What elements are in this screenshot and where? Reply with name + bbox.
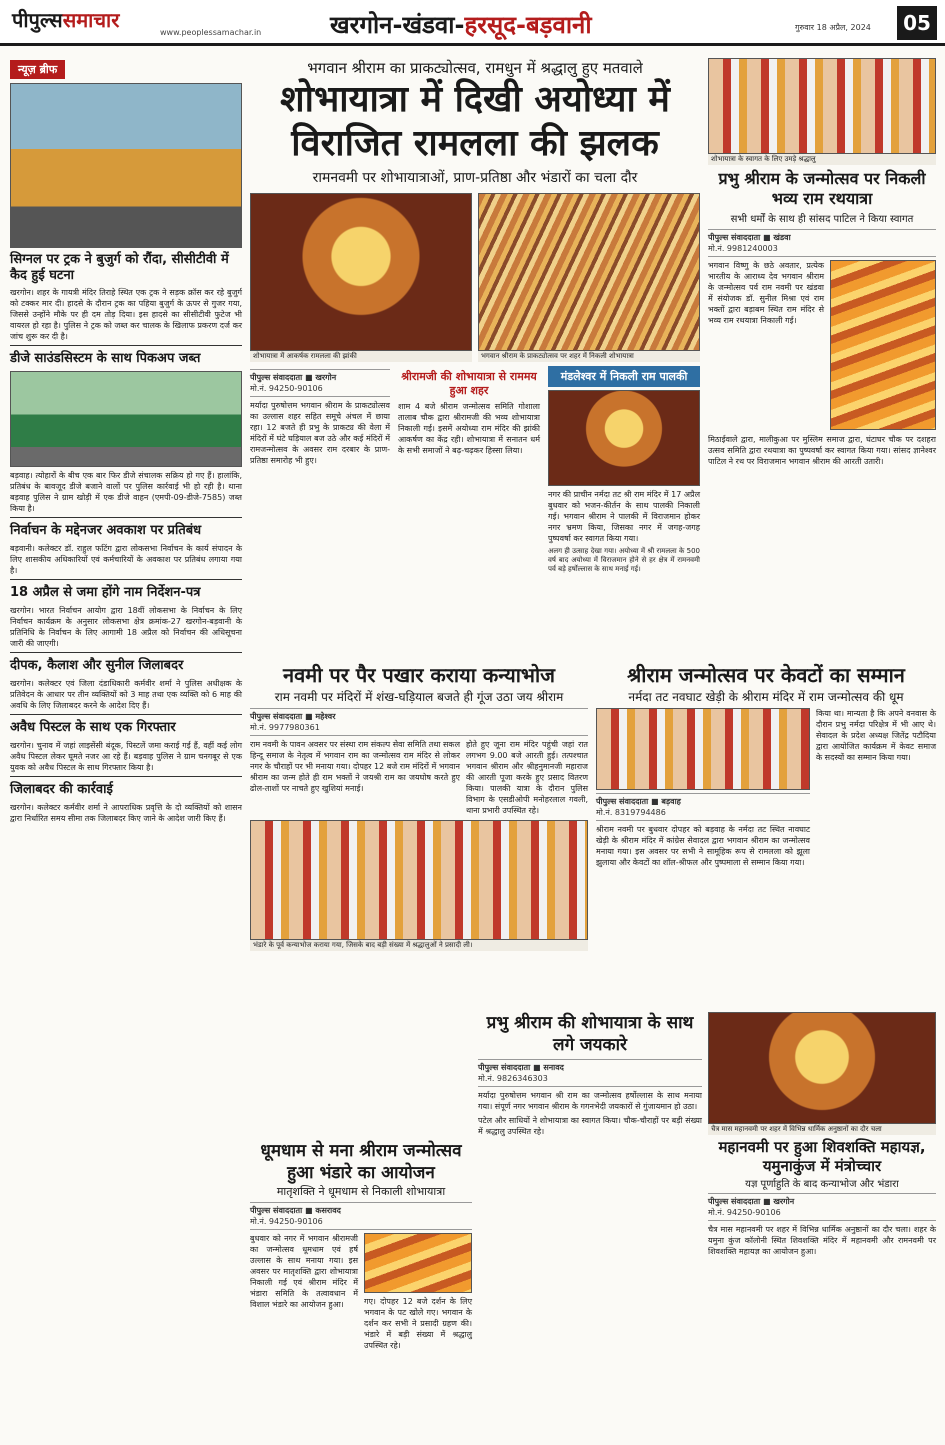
kevat-para-2: किया था। मान्यता है कि अपने वनवास के दौरान प्रभु नर्मदा परिक्षेत्र में भी आए थे। सेवादल के प्रदेश अध्यक्ष जितेंद्र पटौदिया द्वारा आयोजित कार्यक्रम में केवट समाज के सदस्यों का सम्मान किया गया। — [816, 709, 936, 762]
story-truck-accident: खरगोन। शहर के गायत्री मंदिर तिराहे स्थित एक ट्रक ने सड़क क्रॉस कर रहे बुजुर्ग को टक्कर मार दी। हादसे के दौरान ट्रक का पहिया बुजुर्ग के ऊपर से गुजर गया, जिससे उन्होंने मौके पर ही दम तोड़ दिया। इस हादसे का सीसीटीवी फुटेज भी वायरल हो रहा है। पुलिस ने ट्रक को जब्त कर चालक के खिलाफ प्रकरण दर्ज कर जांच शुरू कर दी है। — [10, 288, 242, 341]
bhandara-photo — [364, 1233, 472, 1293]
website-url[interactable]: www.peoplessamachar.in — [160, 28, 262, 37]
caption-procession: भगवान श्रीराम के प्राकट्योत्सव पर शहर में निकली शोभायात्रा — [478, 351, 700, 362]
story-dj-seized: बड़वाह। त्योहारों के बीच एक बार फिर डीजे संचालक सक्रिय हो गए हैं। हालांकि, प्रतिबंध के बावजूद डीजे बजाने वालों पर पुलिस कार्रवाई भी हो रही है। थाना बड़वाह पुलिस ने ग्राम खोड़ी में एक डीजे वाहन (एमपी-09-डीजे-7585) जब्त किया है। — [10, 471, 242, 513]
dj-pickup-photo — [10, 371, 242, 467]
subhead-kevat-samman: नर्मदा तट नवघाट खेड़ी के श्रीराम मंदिर में राम जन्मोत्सव की धूम — [628, 690, 904, 704]
headline-rathyatra: प्रभु श्रीराम के जन्मोत्सव पर निकली भव्य राम रथयात्रा — [718, 169, 926, 208]
headline-exile-action: जिलाबदर की कार्रवाई — [10, 782, 113, 797]
story-nomination: खरगोन। भारत निर्वाचन आयोग द्वारा 18वीं लोकसभा के निर्वाचन के लिए निर्वाचन कार्यक्रम के अनुसार लोकसभा क्षेत्र क्रमांक-27 खरगोन-बड़वानी के प्रतिनिधि के निर्वाचन के लिए आगामी 18 अप्रैल को निर्वाचन की अधिसूचना जारी की जाएगी। — [10, 606, 242, 648]
lead-headline-line1: शोभायात्रा में दिखी अयोध्या में — [280, 79, 670, 120]
kasrawad-para-1: बुधवार को नगर में भगवान श्रीरामजी का जन्मोत्सव धूमधाम एवं हर्ष उल्लास के साथ मनाया गया। इस अवसर पर मातृशक्ति द्वारा शोभायात्रा निकाली गई एवं श्रीराम मंदिर में भंडारा समिति के तत्वावधान में विशाल भंडारे का आयोजन हुआ। — [250, 1234, 358, 1309]
kanyabhoj-para-1: राम नवमी के पावन अवसर पर संस्था राम संकल्प सेवा समिति तथा सकल हिन्दू समाज के नेतृत्व में भगवान राम का जन्मोत्सव राम मंदिर से लोकर नगर के चौराहों पर भी मनाया गया। दोपहर 12 बजे राम मंदिरों में भगवान श्रीराम का जन्म होते ही राम भक्तों ने जयश्री राम का जयघोष करते हुए ढोल-ताशों पर नाचते हुए खुशियां मनाई। — [250, 740, 460, 793]
left-column — [10, 58, 242, 824]
kanyabhoj-para-2: होते हुए जूना राम मंदिर पहुंची जहां रात लगभग 9.00 बजे आरती हुई। तत्पश्चात भगवान श्रीराम और श्रीहनुमानजी महाराज की आरती पूजा करके हुए प्रसाद वितरण किया। पालकी यात्रा के दौरान पुलिस विभाग के एसडीओपी मनोहरलाल गवली, थाना प्रभारी उपस्थित रहे। — [466, 740, 588, 815]
lead-byline: पीपुल्स संवाददाता ■ खरगोन मो.नं. 94250-90106 — [250, 369, 390, 397]
mandleshwar-band: मंडलेश्वर में निकली राम पालकी — [548, 366, 700, 387]
kevat-byline: पीपुल्स संवाददाता ■ बड़वाह मो.नं. 8319794486 — [596, 793, 810, 821]
right-column — [708, 58, 936, 467]
shivshakti-para: चैत्र मास महानवमी पर शहर में विभिन्न धार्मिक अनुष्ठानों का दौर चला। शहर के यमुना कुंज कॉलोनी स्थित शिवशक्ति मंदिर में महानवमी और रामनवमी पर शिवशक्ति महायज्ञ का आयोजन हुआ। — [708, 1225, 936, 1256]
caption-tableau: शोभायात्रा में आकर्षक रामलला की झांकी — [250, 351, 472, 362]
headline-shivshakti: महानवमी पर हुआ शिवशक्ति महायज्ञ, यमुनाकुंज में मंत्रोच्चार — [718, 1138, 926, 1175]
news-brief-tag: न्यूज़ ब्रीफ — [10, 58, 242, 79]
subhead-kanyabhoj: राम नवमी पर मंदिरों में शंख-घड़ियाल बजते ही गूंज उठा जय श्रीराम — [274, 690, 564, 704]
kevat-para-1: श्रीराम नवमी पर बुधवार दोपहर को बड़वाह के नर्मदा तट स्थित नावघाट खेड़ी के श्रीराम मंदिर में कांग्रेस सेवादल द्वारा भगवान श्रीराम का जन्मोत्सव मनाया गया। इस अवसर पर सभी ने सामूहिक रूप से रामलला को झूला झुलाया और केवटों का शॉल-श्रीफल और पुष्पमाला से सम्मान किया गया। — [596, 825, 810, 867]
lead-subhead-shobhayatra: श्रीरामजी की शोभायात्रा से राममय हुआ शहर — [401, 370, 537, 397]
sanawad-para-2: पटेल और साधियों ने शोभायात्रा का स्वागत किया। चौक-चौराहों पर बड़ी संख्या में श्रद्धालु उपस्थित रहे। — [478, 1116, 702, 1136]
headline-nomination: 18 अप्रैल से जमा होंगे नाम निर्देशन-पत्र — [10, 585, 201, 600]
rathyatra-para-2: मिठाईवाले द्वारा, मालीकुआ पर मुस्लिम समाज द्वारा, घंटाघर चौक पर दशहरा उत्सव समिति द्वारा रथयात्रा का पुष्पवर्षा कर स्वागत किया गया। सांसद ज्ञानेश्वर पाटिल ने रथ पर विराजमान भगवान श्रीराम की आरती उतारी। — [708, 435, 936, 466]
subhead-shivshakti: यज्ञ पूर्णाहुति के बाद कन्याभोज और भंडारा — [745, 1179, 899, 1190]
kasrawad-para-2: गए। दोपहर 12 बजे दर्शन के लिए भगवान के पट खोले गए। भगवान के दर्शन कर सभी ने प्रसादी ग्रहण की। भंडारे में बड़ी संख्या में श्रद्धालु उपस्थित रहे। — [364, 1297, 472, 1350]
shivshakti-story — [708, 1012, 936, 1257]
masthead — [0, 0, 945, 46]
kevat-samman-photo — [596, 708, 810, 790]
headline-illegal-pistol: अवैध पिस्टल के साथ एक गिरफ्तार — [10, 720, 176, 735]
lead-para-3: नगर की प्राचीन नर्मदा तट श्री राम मंदिर में 17 अप्रैल बुधवार को भजन-कीर्तन के साथ पालकी निकाली गई। भगवान श्रीराम ने पालकी में विराजमान होकर नगर भ्रमण किया, जिसका नगर में जगह-जगह पुष्पवर्षा कर स्वागत किया गया। — [548, 490, 700, 543]
region-title: खरगोन-खंडवा-हरसूद-बड़वानी — [330, 11, 592, 39]
mp-patil-photo — [830, 260, 936, 430]
caption-kanyabhoj: भंडारे के पूर्व कन्याभोज कराया गया, जिसके बाद बड़ी संख्या में श्रद्धालुओं ने प्रसादी ली। — [250, 940, 588, 951]
dateline: गुरुवार 18 अप्रैल, 2024 — [795, 23, 871, 32]
headline-leave-ban: निर्वाचन के मद्देनजर अवकाश पर प्रतिबंध — [10, 523, 202, 538]
headline-dj-seized: डीजे साउंडसिस्टम के साथ पिकअप जब्त — [10, 351, 201, 366]
sanawad-story — [478, 1012, 702, 1137]
subhead-kasrawad: मातृशक्ति ने धूमधाम से निकाली शोभायात्रा — [276, 1185, 446, 1198]
sanawad-byline: पीपुल्स संवाददाता ■ सनावद मो.नं. 9826346303 — [478, 1059, 702, 1087]
rathyatra-byline: पीपुल्स संवाददाता ■ खंडवा मो.नं. 9981240003 — [708, 229, 936, 257]
lead-kicker: भगवान श्रीराम का प्राकट्योत्सव, रामधुन में श्रद्धालु हुए मतवाले — [307, 59, 643, 77]
lead-para-1: मर्यादा पुरुषोत्तम भगवान श्रीराम के प्राकट्योत्सव का उल्लास शहर सहित समूचे अंचल में छाया रहा। 12 बजते ही प्रभु के प्राकट्य की वेला में मंदिरों में घंटे घड़ियाल बज उठे और कई मंदिरों में रामजन्मोत्सव के अवसर राम दरबार के प्राण-प्रतिष्ठा समारोह भी हुए। — [250, 401, 390, 465]
welcome-crowd-photo — [708, 58, 936, 154]
palki-photo — [548, 390, 700, 486]
headline-district-exile: दीपक, कैलाश और सुनील जिलाबदर — [10, 658, 184, 673]
kasrawad-byline: पीपुल्स संवाददाता ■ कसरावद मो.नं. 94250-90106 — [250, 1202, 472, 1230]
story-exile-action: खरगोन। कलेक्टर कर्मवीर शर्मा ने आपराधिक प्रवृत्ति के दो व्यक्तियों को शासन द्वारा निर्धारित समय सीमा तक जिलाबदर किए जाने के आदेश जारी किए हैं। — [10, 803, 242, 823]
truck-accident-photo — [10, 83, 242, 248]
page-number: 05 — [897, 6, 937, 40]
headline-kasrawad: धूमधाम से मना श्रीराम जन्मोत्सव हुआ भंडारे का आयोजन — [260, 1141, 462, 1183]
mahayagya-photo — [708, 1012, 936, 1124]
palki-caption: अलग ही उत्साह देखा गया। अयोध्या में श्री रामलला के 500 वर्ष बाद अयोध्या में विराजमान होने से हर क्षेत्र में रामनवमी पर्व बड़े हर्षोल्लास के साथ मनाई गई। — [548, 547, 700, 573]
headline-kanyabhoj: नवमी पर पैर पखार कराया कन्याभोज — [283, 663, 555, 687]
headline-kevat-samman: श्रीराम जन्मोत्सव पर केवटों का सम्मान — [627, 663, 905, 687]
procession-photo — [478, 193, 700, 351]
lead-subhead: रामनवमी पर शोभायात्राओं, प्राण-प्रतिष्ठा और भंडारों का चला दौर — [312, 170, 638, 186]
lead-para-2: शाम 4 बजे श्रीराम जन्मोत्सव समिति गोशाला तालाब चौक द्वारा श्रीरामजी की भव्य शोभायात्रा निकाली गई। इसमें अयोध्या राम मंदिर की झांकी आकर्षण का केंद्र रही। शोभायात्रा में सनातन धर्म के सभी समाजों ने बढ़-चढ़कर हिस्सा लिया। — [398, 402, 540, 455]
story-leave-ban: बड़वानी। कलेक्टर डॉ. राहुल फटिंग द्वारा लोकसभा निर्वाचन के कार्य संपादन के लिए शासकीय अधिकारियों एवं कर्मचारियों के अवकाश पर प्रतिबंध लगाया गया है। — [10, 544, 242, 575]
caption-mahayagya: चैत्र मास महानवमी पर शहर में विभिन्न धार्मिक अनुष्ठानों का दौर चला — [708, 1124, 936, 1135]
ramlalla-tableau-photo — [250, 193, 472, 351]
sanawad-para-1: मर्यादा पुरुषोत्तम भगवान श्री राम का जन्मोत्सव हर्षोल्लास के साथ मनाया गया। संपूर्ण नगर भगवान श्रीराम के गगनभेदी जयकारों से गुंजायमान हो उठा। — [478, 1091, 702, 1111]
story-district-exile: खरगोन। कलेक्टर एवं जिला दंडाधिकारी कर्मवीर शर्मा ने पुलिस अधीक्षक के प्रतिवेदन के आधार पर तीन व्यक्तियों को 3 माह तथा एक व्यक्ति को 6 माह की अवधि के लिए जिलाबदर करने के आदेश दिए हैं। — [10, 679, 242, 710]
newspaper-logo: पीपुल्ससमाचार — [12, 8, 120, 32]
headline-truck-accident: सिग्नल पर ट्रक ने बुजुर्ग को रौंदा, सीसीटीवी में कैद हुई घटना — [10, 252, 229, 283]
kanyabhoj-byline: पीपुल्स संवाददाता ■ महेश्वर मो.नं. 9977980361 — [250, 708, 588, 736]
shivshakti-byline: पीपुल्स संवाददाता ■ खरगोन मो.नं. 94250-90106 — [708, 1193, 936, 1221]
lead-headline-line2: विराजित रामलला की झलक — [291, 123, 659, 164]
story-illegal-pistol: खरगोन। चुनाव में जहां लाइसेंसी बंदूक, पिस्टलें जमा कराई गई हैं, वहीं कई लोग अवैध पिस्टल लेकर घूमते नजर आ रहे हैं। बड़वाह पुलिस ने ग्राम चनगबूर से एक युवक को अवैध पिस्टल के साथ गिरफ्तार किया है। — [10, 741, 242, 772]
lead-story — [250, 58, 700, 574]
mid-right-story — [596, 662, 936, 868]
caption-welcome: शोभायात्रा के स्वागत के लिए उमड़े श्रद्धालु — [708, 154, 936, 165]
subhead-rathyatra: सभी धर्मों के साथ ही सांसद पाटिल ने किया स्वागत — [730, 214, 914, 225]
mid-left-story — [250, 662, 588, 951]
kanyabhoj-photo — [250, 820, 588, 940]
headline-sanawad: प्रभु श्रीराम की शोभायात्रा के साथ लगे जयकारे — [486, 1013, 694, 1055]
kasrawad-story — [250, 1140, 472, 1351]
rathyatra-para-1: भगवान विष्णु के छठे अवतार, प्रत्येक भारतीय के आराध्य देव भगवान श्रीराम के जन्मोत्सव पर्व राम नवमी पर खंडवा में संयोजक डॉ. सुनील मिश्रा एवं राम भक्तों द्वारा बड़ाबम स्थित राम मंदिर से भव्य राम रथयात्रा निकाली गई। — [708, 261, 824, 325]
